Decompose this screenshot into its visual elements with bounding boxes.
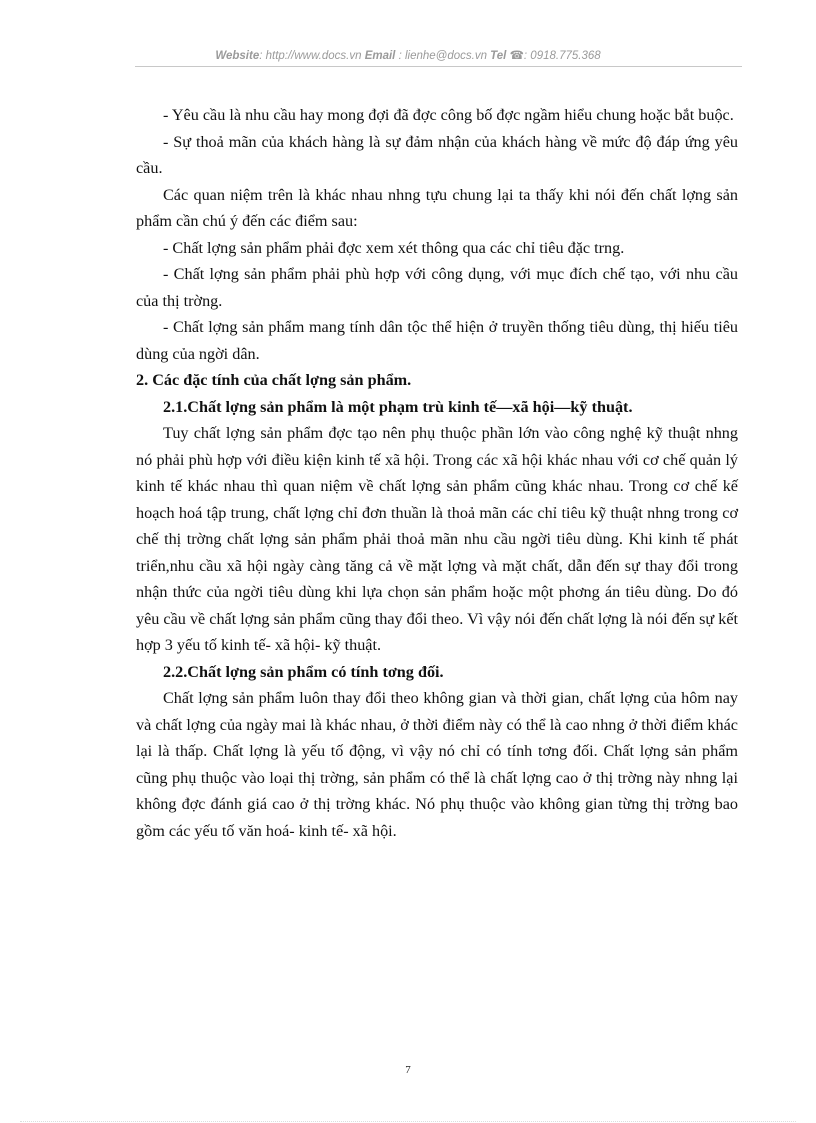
page-number: 7: [405, 1064, 411, 1076]
phone-icon: ☎: [509, 50, 524, 62]
body-paragraph: - Chất lợng sản phẩm phải phù hợp với công dụng, với mục đích chế tạo, với nhu cầu của thị trờng.: [136, 265, 738, 310]
subsection-heading: 2.1.Chất lợng sản phẩm là một phạm trù kinh tế—xã hội—kỹ thuật.: [163, 397, 633, 416]
document-body: [136, 102, 738, 844]
website-label: Website: [215, 50, 260, 62]
body-paragraph: Các quan niệm trên là khác nhau nhng tựu chung lại ta thấy khi nói đến chất lợng sản phẩm cần chú ý đến các điểm sau:: [136, 185, 738, 230]
body-paragraph: - Chất lợng sản phẩm mang tính dân tộc thể hiện ở truyền thống tiêu dùng, thị hiếu tiêu dùng của ngời dân.: [136, 318, 738, 363]
body-paragraph: - Chất lợng sản phẩm phải đợc xem xét thông qua các chỉ tiêu đặc trng.: [163, 238, 625, 257]
website-url[interactable]: : http://www.docs.vn: [259, 50, 362, 62]
tel-label: Tel: [490, 50, 507, 62]
email-address[interactable]: : lienhe@docs.vn: [398, 50, 487, 62]
header-divider: [135, 66, 742, 67]
email-label: Email: [364, 50, 396, 62]
page-header: [0, 48, 816, 62]
section-heading: 2. Các đặc tính của chất lợng sản phẩm.: [136, 371, 412, 389]
body-paragraph: - Yêu cầu là nhu cầu hay mong đợi đã đợc công bố đợc ngầm hiểu chung hoặc bắt buộc.: [163, 106, 734, 124]
footer-divider: [20, 1121, 796, 1122]
body-paragraph: Tuy chất lợng sản phẩm đợc tạo nên phụ thuộc phần lớn vào công nghệ kỹ thuật nhng nó phải phù hợp với điều kiện kinh tế xã hội. Trong các xã hội khác nhau với cơ chế quản lý kinh tế khác nhau thì quan niệm về chất lợng sản phẩm cũng khác nhau. Trong cơ chế kế hoạch hoá tập trung, chất lợng chỉ đơn thuần là thoả mãn các chỉ tiêu kỹ thuật nhng trong cơ chế thị trờng chất lợng sản phẩm phải thoả mãn nhu cầu ngời tiêu dùng. Khi kinh tế phát triển,nhu cầu xã hội ngày càng tăng cả về mặt lợng và mặt chất, dẫn đến sự thay đổi trong nhận thức của ngời tiêu dùng khi lựa chọn sản phẩm hoặc một phơng án tiêu dùng. Do đó yêu cầu về chất lợng sản phẩm cũng thay đổi theo. Vì vậy nói đến chất lợng là nói đến sự kết hợp 3 yếu tố kinh tế- xã hội- kỹ thuật.: [136, 424, 738, 654]
tel-number: : 0918.775.368: [523, 50, 601, 62]
body-paragraph: Chất lợng sản phẩm luôn thay đổi theo không gian và thời gian, chất lợng của hôm nay và chất lợng của ngày mai là khác nhau, ở thời điểm này có thể là cao nhng ở thời điểm khác lại là thấp. Chất lợng là yếu tố động, vì vậy nó chỉ có tính tơng đối. Chất lợng sản phẩm cũng phụ thuộc vào loại thị trờng, sản phẩm có thể là chất lợng cao ở thị trờng này nhng lại không đợc đánh giá cao ở thị trờng khác. Nó phụ thuộc vào không gian từng thị trờng bao gồm các yếu tố văn hoá- kinh tế- xã hội.: [136, 689, 738, 840]
body-paragraph: - Sự thoả mãn của khách hàng là sự đảm nhận của khách hàng về mức độ đáp ứng yêu cầu.: [136, 132, 738, 177]
subsection-heading: 2.2.Chất lợng sản phẩm có tính tơng đối.: [163, 662, 444, 681]
